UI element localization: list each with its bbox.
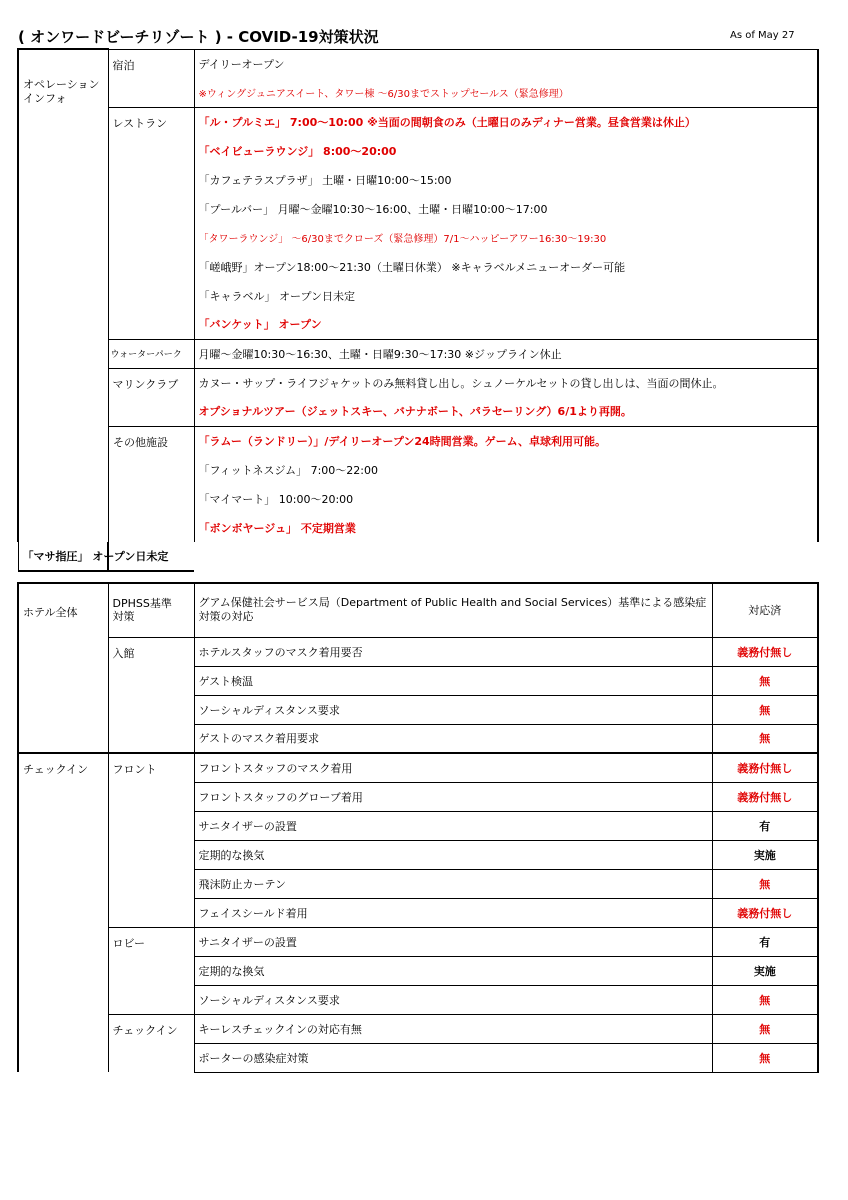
- other-facilities-line: 「ラムー（ランドリー）」/デイリーオープン24時間営業。ゲーム、卓球利用可能。: [194, 426, 818, 455]
- checkin-category: チェックイン: [18, 753, 108, 1072]
- measure-item: キーレスチェックインの対応有無: [194, 1014, 712, 1043]
- waterpark-line: 月曜～金曜10:30～16:30、土曜・日曜9:30～17:30 ※ジップライン休止: [194, 339, 818, 368]
- restaurant-line: 「バンケット」 オープン: [194, 310, 818, 339]
- measure-status: 無: [712, 1043, 818, 1072]
- measure-status: 実施: [712, 956, 818, 985]
- measure-item: サニタイザーの設置: [194, 811, 712, 840]
- dphss-description: グアム保健社会サービス局（Department of Public Health and Social Services）基準による感染症対策の対応: [194, 583, 712, 637]
- other-facilities-line: 「フィットネスジム」 7:00～22:00: [194, 455, 818, 484]
- measure-item: ソーシャルディスタンス要求: [194, 695, 712, 724]
- other-facilities-line: 「マサ指圧」 オープン日未定: [18, 542, 108, 571]
- measure-status: 無: [712, 724, 818, 753]
- restaurant-label: レストラン: [108, 107, 194, 339]
- restaurant-line: 「ベイビューラウンジ」 8:00～20:00: [194, 136, 818, 165]
- front-label: フロント: [108, 753, 194, 927]
- restaurant-line: 「プールバー」 月曜～金曜10:30～16:00、土曜・日曜10:00～17:00: [194, 194, 818, 223]
- operations-table: [17, 48, 819, 572]
- measure-status: 無: [712, 1014, 818, 1043]
- restaurant-line: 「嵯峨野」オープン18:00～21:30（土曜日休業） ※キャラベルメニューオーダー可能: [194, 252, 818, 281]
- entry-label: 入館: [108, 637, 194, 753]
- measure-item: サニタイザーの設置: [194, 927, 712, 956]
- measure-item: 定期的な換気: [194, 840, 712, 869]
- measure-item: ゲストのマスク着用要求: [194, 724, 712, 753]
- checkin-sub-label: チェックイン: [108, 1014, 194, 1072]
- measure-item: フロントスタッフのマスク着用: [194, 753, 712, 782]
- operations-category: オペレーション インフォ: [18, 49, 108, 542]
- marine-label: マリンクラブ: [108, 368, 194, 426]
- accommodation-line: デイリーオープン: [194, 49, 818, 78]
- restaurant-line: 「カフェテラスプラザ」 土曜・日曜10:00～15:00: [194, 165, 818, 194]
- measure-item: ソーシャルディスタンス要求: [194, 985, 712, 1014]
- lobby-label: ロビー: [108, 927, 194, 1014]
- marine-line: オプショナルツアー（ジェットスキー、バナナボート、パラセーリング）6/1より再開。: [194, 397, 818, 426]
- other-facilities-label: その他施設: [108, 426, 194, 571]
- restaurant-line: 「タワーラウンジ」 ～6/30までクローズ（緊急修理）7/1～ハッピーアワー16:30～19:30: [194, 223, 818, 252]
- measure-item: フェイスシールド着用: [194, 898, 712, 927]
- measure-status: 無: [712, 869, 818, 898]
- dphss-label: DPHSS基準 対策: [108, 583, 194, 637]
- measures-table: [17, 582, 819, 1073]
- measure-status: 義務付無し: [712, 637, 818, 666]
- measure-item: ポーターの感染症対策: [194, 1043, 712, 1072]
- measure-status: 無: [712, 985, 818, 1014]
- measure-status: 義務付無し: [712, 782, 818, 811]
- other-facilities-line: 「マイマート」 10:00～20:00: [194, 484, 818, 513]
- measure-status: 有: [712, 811, 818, 840]
- measure-status: 義務付無し: [712, 898, 818, 927]
- measure-item: ゲスト検温: [194, 666, 712, 695]
- hotel-category: ホテル全体: [18, 583, 108, 753]
- measure-status: 有: [712, 927, 818, 956]
- measure-status: 実施: [712, 840, 818, 869]
- measure-item: 飛沫防止カーテン: [194, 869, 712, 898]
- restaurant-line: 「キャラベル」 オープン日未定: [194, 281, 818, 310]
- accommodation-label: 宿泊: [108, 49, 194, 107]
- measure-item: 定期的な換気: [194, 956, 712, 985]
- as-of-date: As of May 27: [730, 30, 795, 41]
- measure-status: 無: [712, 695, 818, 724]
- other-facilities-line: 「ボンボヤージュ」 不定期営業: [194, 513, 818, 542]
- measure-item: ホテルスタッフのマスク着用要否: [194, 637, 712, 666]
- measure-item: フロントスタッフのグローブ着用: [194, 782, 712, 811]
- restaurant-line: 「ル・プルミエ」 7:00～10:00 ※当面の間朝食のみ（土曜日のみディナー営業。昼食営業は休止）: [194, 107, 818, 136]
- marine-line: カヌー・サップ・ライフジャケットのみ無料貸し出し。シュノーケルセットの貸し出しは、当面の間休止。: [194, 368, 818, 397]
- measure-status: 義務付無し: [712, 753, 818, 782]
- waterpark-label: ウォーターパーク: [108, 339, 194, 368]
- page-title: ( オンワードビーチリゾート ) - COVID-19対策状況: [18, 28, 379, 46]
- dphss-status: 対応済: [712, 583, 818, 637]
- accommodation-line: ※ウィングジュニアスイート、タワー棟 ～6/30までストップセールス（緊急修理）: [194, 78, 818, 107]
- measure-status: 無: [712, 666, 818, 695]
